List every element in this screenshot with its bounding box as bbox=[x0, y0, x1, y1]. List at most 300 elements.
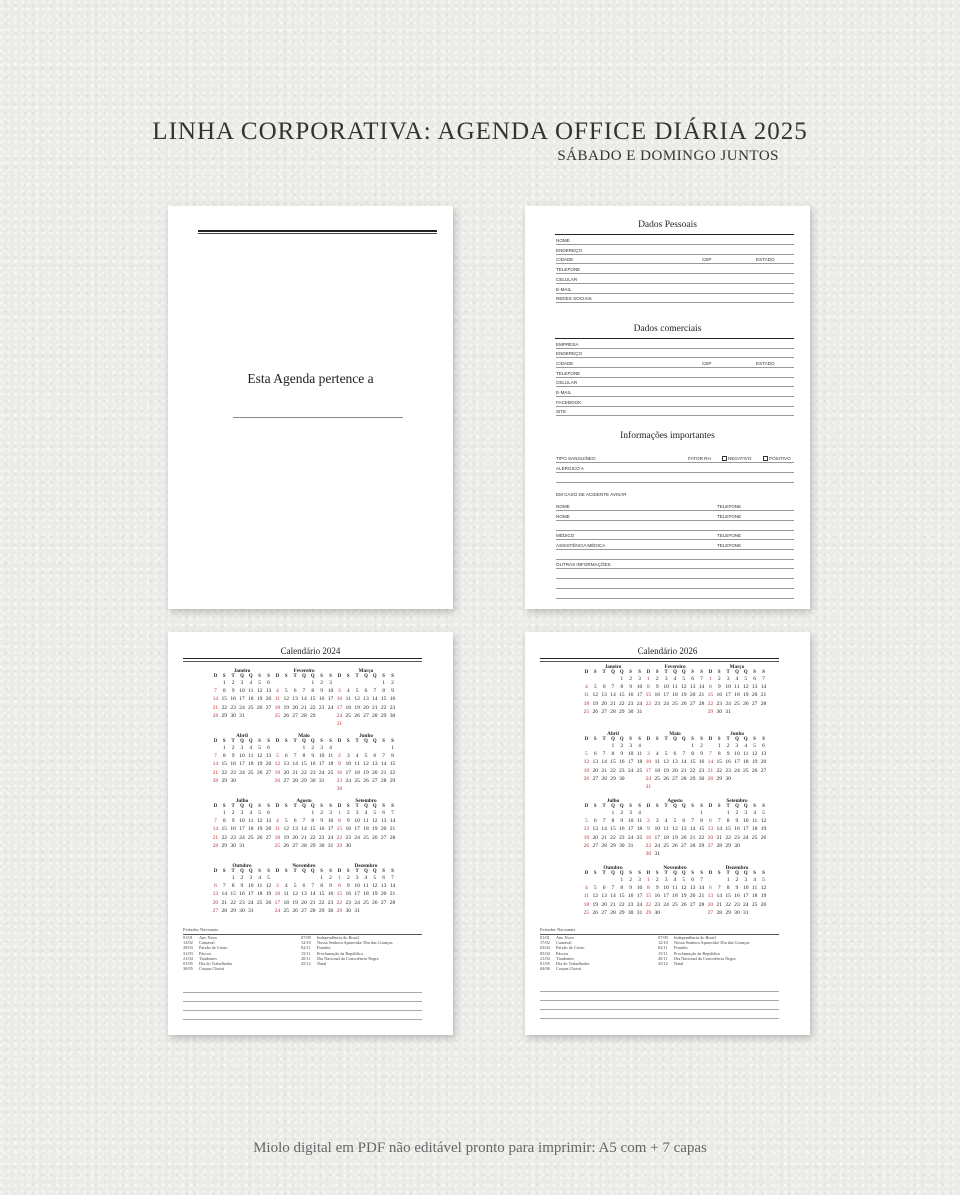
owner-label: Esta Agenda pertence a bbox=[247, 371, 374, 386]
day-cell: 27 bbox=[707, 909, 714, 916]
month-name: Fevereiro bbox=[664, 664, 686, 670]
day-cell: 19 bbox=[592, 901, 599, 908]
day-cell bbox=[733, 775, 742, 783]
day-cell: 10 bbox=[734, 751, 740, 758]
weekday-header: T bbox=[231, 869, 235, 874]
day-cell: 31 bbox=[725, 708, 731, 715]
day-cell: 9 bbox=[231, 818, 235, 825]
day-cell: 5 bbox=[284, 818, 288, 825]
day-cell bbox=[662, 742, 671, 750]
day-cell: 9 bbox=[726, 751, 730, 758]
day-cell: 1 bbox=[391, 745, 394, 751]
field-label: CEP bbox=[702, 360, 712, 366]
day-cell: 23 bbox=[318, 834, 325, 841]
holiday-date: 21/04 bbox=[540, 955, 550, 961]
day-cell bbox=[362, 679, 371, 687]
weekday-header: Q bbox=[248, 804, 253, 809]
day-cell: 31 bbox=[645, 784, 652, 791]
day-cell: 3 bbox=[744, 810, 748, 816]
month-name: Março bbox=[358, 668, 374, 674]
weekday-header: D bbox=[708, 871, 713, 876]
emergency-label: EM CASO DE ACIDENTE AVISAR bbox=[556, 492, 627, 497]
day-cell: 27 bbox=[292, 712, 298, 719]
month-block bbox=[582, 731, 644, 783]
day-cell: 26 bbox=[292, 907, 298, 914]
day-cell: 25 bbox=[256, 899, 263, 906]
day-cell bbox=[600, 742, 609, 750]
day-cell: 19 bbox=[743, 692, 749, 699]
weekday-header: Q bbox=[240, 804, 244, 809]
day-cell: 30 bbox=[698, 775, 705, 782]
day-cell: 11 bbox=[672, 684, 678, 691]
day-cell bbox=[591, 675, 600, 683]
day-cell: 20 bbox=[760, 759, 767, 766]
day-cell: 21 bbox=[716, 834, 723, 841]
weekday-header: Q bbox=[681, 670, 686, 675]
holiday-item bbox=[301, 961, 393, 966]
day-cell: 5 bbox=[682, 877, 686, 883]
day-cell: 20 bbox=[592, 834, 599, 841]
day-cell bbox=[644, 809, 653, 817]
day-cell: 20 bbox=[689, 692, 696, 699]
day-cell: 17 bbox=[345, 769, 352, 776]
day-cell: 19 bbox=[751, 759, 758, 766]
checkbox[interactable] bbox=[722, 456, 727, 461]
weekday-header: Q bbox=[302, 739, 306, 744]
weekday-header: Q bbox=[364, 674, 368, 679]
day-cell: 4 bbox=[753, 810, 757, 816]
day-cell bbox=[273, 744, 282, 752]
day-cell: 26 bbox=[265, 899, 272, 906]
day-cell: 5 bbox=[373, 810, 377, 816]
weekday-header: S bbox=[762, 737, 765, 742]
contact-phone-label: TELEFONE bbox=[717, 513, 742, 519]
day-cell: 16 bbox=[318, 826, 325, 833]
day-cell: 16 bbox=[345, 891, 352, 898]
day-cell: 24 bbox=[318, 769, 325, 776]
day-cell bbox=[679, 850, 688, 858]
day-cell: 14 bbox=[698, 885, 705, 892]
day-cell: 8 bbox=[222, 688, 226, 695]
weekday-header: T bbox=[293, 674, 297, 679]
day-cell: 30 bbox=[230, 777, 236, 784]
weekday-header: S bbox=[762, 871, 765, 876]
day-cell bbox=[282, 744, 291, 752]
day-cell: 28 bbox=[610, 909, 616, 916]
day-cell: 9 bbox=[629, 684, 633, 691]
top-rule bbox=[198, 230, 437, 232]
day-cell: 16 bbox=[627, 692, 634, 699]
weekday-header: T bbox=[293, 869, 297, 874]
day-cell: 2 bbox=[726, 743, 730, 749]
weekday-header: S bbox=[391, 869, 394, 874]
day-cell: 13 bbox=[212, 891, 219, 898]
day-cell: 10 bbox=[663, 684, 669, 691]
day-cell: 20 bbox=[212, 899, 219, 906]
day-cell: 29 bbox=[380, 712, 387, 719]
day-cell: 20 bbox=[380, 891, 387, 898]
day-cell: 8 bbox=[320, 883, 324, 890]
day-cell bbox=[353, 842, 362, 850]
day-cell: 29 bbox=[336, 842, 343, 849]
day-cell: 29 bbox=[610, 775, 616, 782]
month-name: Junho bbox=[359, 733, 373, 739]
day-cell: 10 bbox=[239, 688, 245, 695]
day-cell: 2 bbox=[320, 810, 324, 816]
field-label: TELEFONE bbox=[556, 267, 581, 273]
day-cell: 6 bbox=[753, 676, 757, 682]
day-cell: 17 bbox=[327, 826, 334, 833]
day-cell bbox=[291, 809, 300, 817]
month-grid bbox=[582, 670, 644, 716]
day-cell bbox=[326, 777, 335, 785]
day-cell: 11 bbox=[654, 759, 660, 766]
weekday-header: S bbox=[753, 871, 756, 876]
day-cell: 20 bbox=[380, 826, 387, 833]
day-cell: 24 bbox=[336, 712, 343, 719]
day-cell: 15 bbox=[689, 759, 696, 766]
day-cell bbox=[706, 876, 715, 884]
day-cell bbox=[291, 744, 300, 752]
weekday-header: S bbox=[222, 739, 226, 744]
weekday-header: S bbox=[329, 739, 332, 744]
day-cell bbox=[653, 783, 662, 791]
day-cell bbox=[344, 744, 353, 752]
day-cell: 14 bbox=[681, 759, 687, 766]
holiday-name: Dia Nacional da Consciência Negra bbox=[674, 955, 736, 961]
day-cell: 4 bbox=[673, 877, 677, 883]
weekday-header: Q bbox=[619, 670, 624, 675]
day-cell bbox=[255, 777, 264, 785]
weekday-header: Q bbox=[673, 737, 677, 742]
day-cell: 15 bbox=[610, 826, 616, 833]
day-cell: 6 bbox=[709, 818, 712, 825]
day-cell: 28 bbox=[221, 907, 228, 914]
day-cell: 21 bbox=[601, 834, 607, 841]
day-cell: 14 bbox=[716, 826, 723, 833]
day-cell: 25 bbox=[583, 909, 590, 916]
day-cell: 30 bbox=[327, 907, 334, 914]
month-grid bbox=[211, 674, 273, 720]
month-block bbox=[211, 733, 273, 785]
day-cell: 28 bbox=[310, 907, 316, 914]
day-cell: 29 bbox=[716, 775, 723, 782]
day-cell: 17 bbox=[336, 704, 343, 711]
day-cell: 7 bbox=[391, 875, 394, 881]
day-cell: 4 bbox=[753, 877, 757, 883]
day-cell: 24 bbox=[274, 907, 281, 914]
holiday-date: 01/05 bbox=[183, 961, 193, 967]
weekday-header: D bbox=[337, 869, 342, 874]
day-cell: 26 bbox=[256, 704, 263, 711]
month-grid bbox=[211, 869, 273, 915]
day-cell bbox=[741, 775, 750, 783]
day-cell: 10 bbox=[627, 818, 634, 825]
day-cell: 26 bbox=[672, 842, 678, 849]
day-cell: 25 bbox=[363, 899, 369, 906]
holidays-list bbox=[658, 935, 750, 966]
month-block bbox=[335, 798, 397, 850]
day-cell: 5 bbox=[258, 745, 262, 751]
day-cell: 28 bbox=[212, 777, 219, 784]
day-cell: 7 bbox=[382, 753, 386, 760]
day-cell: 7 bbox=[602, 751, 606, 758]
day-cell: 12 bbox=[663, 759, 669, 766]
holiday-item bbox=[540, 966, 589, 971]
day-cell: 23 bbox=[734, 834, 740, 841]
weekday-header: D bbox=[584, 737, 589, 742]
day-cell bbox=[662, 850, 671, 858]
day-cell: 8 bbox=[700, 818, 703, 825]
day-cell: 30 bbox=[345, 842, 352, 849]
holiday-name: Tiradentes bbox=[199, 955, 217, 961]
day-cell: 7 bbox=[311, 883, 315, 890]
weekday-header: S bbox=[284, 869, 288, 874]
day-cell: 3 bbox=[655, 818, 659, 825]
day-cell: 4 bbox=[735, 676, 739, 682]
day-cell: 18 bbox=[354, 769, 360, 776]
day-cell: 18 bbox=[345, 704, 352, 711]
month-grid bbox=[273, 869, 335, 915]
weekday-header: D bbox=[275, 804, 280, 809]
day-cell: 28 bbox=[212, 842, 219, 849]
weekday-header: S bbox=[346, 674, 350, 679]
day-cell bbox=[379, 907, 388, 915]
weekday-header: Q bbox=[611, 670, 615, 675]
weekday-header: Q bbox=[743, 670, 748, 675]
day-cell: 15 bbox=[389, 761, 396, 768]
day-cell: 23 bbox=[716, 700, 723, 707]
day-cell: 14 bbox=[221, 891, 228, 898]
day-cell bbox=[671, 850, 680, 858]
day-cell: 4 bbox=[249, 810, 253, 816]
rh-factor-label: FATOR RH bbox=[688, 455, 711, 461]
day-cell: 9 bbox=[320, 688, 324, 695]
day-cell: 6 bbox=[593, 751, 597, 758]
holiday-date: 20/11 bbox=[301, 955, 311, 961]
day-cell: 15 bbox=[645, 692, 652, 699]
day-cell: 14 bbox=[601, 759, 607, 766]
day-cell: 14 bbox=[372, 696, 378, 703]
holiday-date: 03/04 bbox=[540, 945, 550, 951]
day-cell: 17 bbox=[663, 692, 669, 699]
day-cell bbox=[344, 720, 353, 728]
month-grid bbox=[706, 737, 768, 783]
note-line bbox=[183, 1001, 422, 1002]
month-name: Novembro bbox=[663, 865, 687, 871]
day-cell: 6 bbox=[602, 684, 606, 691]
day-cell: 24 bbox=[743, 834, 749, 841]
day-cell: 13 bbox=[380, 818, 387, 825]
day-cell: 16 bbox=[619, 826, 625, 833]
day-cell: 19 bbox=[274, 769, 281, 776]
day-cell: 23 bbox=[654, 901, 661, 908]
day-cell: 18 bbox=[636, 759, 643, 766]
day-cell: 18 bbox=[672, 893, 678, 900]
weekday-header: S bbox=[284, 739, 288, 744]
day-cell: 24 bbox=[327, 834, 334, 841]
day-cell bbox=[370, 679, 379, 687]
day-cell bbox=[255, 907, 264, 915]
weekday-header: S bbox=[258, 869, 261, 874]
day-cell: 15 bbox=[318, 891, 325, 898]
day-cell: 16 bbox=[734, 893, 740, 900]
day-cell: 18 bbox=[274, 834, 281, 841]
day-cell bbox=[379, 744, 388, 752]
day-cell: 10 bbox=[743, 885, 749, 892]
day-cell: 1 bbox=[311, 810, 315, 816]
day-cell: 27 bbox=[380, 834, 387, 841]
day-cell: 25 bbox=[274, 712, 281, 719]
day-cell: 7 bbox=[700, 877, 703, 883]
day-cell: 4 bbox=[664, 818, 668, 825]
day-cell: 6 bbox=[267, 680, 270, 686]
day-cell: 3 bbox=[647, 751, 650, 758]
day-cell: 7 bbox=[611, 684, 615, 691]
day-cell: 22 bbox=[645, 901, 652, 908]
day-cell: 22 bbox=[336, 834, 343, 841]
day-cell: 7 bbox=[373, 688, 377, 695]
day-cell: 29 bbox=[698, 842, 705, 849]
day-cell: 3 bbox=[664, 877, 668, 883]
day-cell: 24 bbox=[354, 899, 360, 906]
day-cell: 20 bbox=[292, 704, 298, 711]
weekday-header: S bbox=[691, 737, 694, 742]
holiday-date: 12/10 bbox=[301, 940, 311, 946]
day-cell: 16 bbox=[310, 761, 316, 768]
month-name: Agosto bbox=[296, 798, 312, 804]
day-cell: 10 bbox=[327, 688, 334, 695]
weekday-header: Q bbox=[673, 871, 677, 876]
weekday-header: Q bbox=[302, 869, 306, 874]
holiday-date: 02/11 bbox=[658, 945, 668, 951]
day-cell bbox=[353, 679, 362, 687]
day-cell: 12 bbox=[256, 818, 263, 825]
day-cell bbox=[715, 876, 724, 884]
day-cell: 10 bbox=[636, 684, 643, 691]
day-cell: 1 bbox=[726, 877, 730, 883]
day-cell: 18 bbox=[274, 704, 281, 711]
day-cell: 6 bbox=[762, 743, 765, 749]
day-cell: 17 bbox=[734, 759, 740, 766]
month-grid bbox=[273, 674, 335, 720]
holiday-date: 02/11 bbox=[301, 945, 311, 951]
day-cell bbox=[379, 842, 388, 850]
weekday-header: T bbox=[664, 670, 668, 675]
day-cell: 28 bbox=[389, 899, 396, 906]
day-cell bbox=[644, 742, 653, 750]
holiday-name: Natal bbox=[317, 961, 327, 967]
day-cell bbox=[750, 842, 759, 850]
weekday-header: T bbox=[726, 737, 730, 742]
day-cell: 30 bbox=[230, 842, 236, 849]
day-cell: 22 bbox=[725, 901, 731, 908]
day-cell: 13 bbox=[592, 759, 599, 766]
weekday-header: S bbox=[638, 871, 641, 876]
field-label: FACEBOOK bbox=[556, 399, 582, 405]
day-cell bbox=[388, 842, 397, 850]
month-name: Maio bbox=[669, 731, 681, 737]
day-cell: 20 bbox=[689, 893, 696, 900]
day-cell: 16 bbox=[345, 826, 352, 833]
day-cell: 3 bbox=[320, 745, 324, 751]
weekday-header: T bbox=[231, 804, 235, 809]
day-cell: 4 bbox=[364, 875, 368, 881]
month-name: Junho bbox=[730, 731, 744, 737]
day-cell: 26 bbox=[274, 777, 281, 784]
day-cell: 1 bbox=[647, 877, 650, 883]
checkbox[interactable] bbox=[763, 456, 768, 461]
day-cell: 17 bbox=[627, 826, 634, 833]
month-block bbox=[335, 668, 397, 728]
day-cell: 14 bbox=[212, 826, 219, 833]
day-cell: 18 bbox=[248, 696, 254, 703]
day-cell: 14 bbox=[610, 692, 616, 699]
day-cell: 17 bbox=[239, 761, 245, 768]
day-cell: 6 bbox=[682, 818, 686, 825]
day-cell: 1 bbox=[726, 810, 730, 816]
negative-option bbox=[722, 456, 751, 461]
blank-row bbox=[556, 473, 794, 483]
day-cell: 27 bbox=[265, 769, 272, 776]
day-cell: 6 bbox=[691, 877, 695, 883]
weekday-header: S bbox=[391, 674, 394, 679]
day-cell: 1 bbox=[338, 875, 341, 881]
day-cell: 21 bbox=[221, 899, 228, 906]
weekday-header: S bbox=[391, 804, 394, 809]
day-cell: 27 bbox=[689, 700, 696, 707]
day-cell: 23 bbox=[230, 769, 236, 776]
day-cell: 12 bbox=[354, 696, 360, 703]
day-cell bbox=[759, 909, 768, 917]
weekday-header: S bbox=[655, 670, 659, 675]
day-cell: 6 bbox=[267, 810, 270, 816]
holiday-date: 07/09 bbox=[658, 935, 668, 940]
day-cell: 12 bbox=[265, 883, 272, 890]
day-cell: 20 bbox=[601, 901, 607, 908]
day-cell: 17 bbox=[327, 696, 334, 703]
day-cell: 19 bbox=[760, 826, 767, 833]
holiday-name: Carnaval bbox=[556, 940, 572, 946]
day-cell: 21 bbox=[212, 704, 219, 711]
personal-field bbox=[556, 245, 794, 255]
day-cell: 14 bbox=[301, 696, 307, 703]
day-cell: 16 bbox=[627, 893, 634, 900]
day-cell: 17 bbox=[636, 893, 643, 900]
day-cell: 31 bbox=[318, 777, 325, 784]
month-name: Fevereiro bbox=[293, 668, 315, 674]
day-cell: 25 bbox=[654, 775, 661, 782]
day-cell: 12 bbox=[760, 885, 767, 892]
day-cell: 26 bbox=[363, 777, 369, 784]
day-cell: 22 bbox=[698, 834, 705, 841]
doctor-row bbox=[556, 530, 794, 540]
day-cell bbox=[370, 907, 379, 915]
day-cell: 15 bbox=[336, 826, 343, 833]
month-block bbox=[273, 733, 335, 785]
day-cell: 6 bbox=[691, 676, 695, 682]
day-cell: 6 bbox=[293, 688, 297, 695]
day-cell: 20 bbox=[592, 767, 599, 774]
contact-row bbox=[556, 501, 794, 511]
day-cell bbox=[291, 679, 300, 687]
blank-row bbox=[556, 579, 794, 589]
holidays-title: Feriados Nacionais bbox=[540, 927, 576, 932]
weekday-header: S bbox=[638, 737, 641, 742]
day-cell: 18 bbox=[283, 899, 290, 906]
day-cell: 15 bbox=[221, 696, 228, 703]
day-cell bbox=[759, 708, 768, 716]
